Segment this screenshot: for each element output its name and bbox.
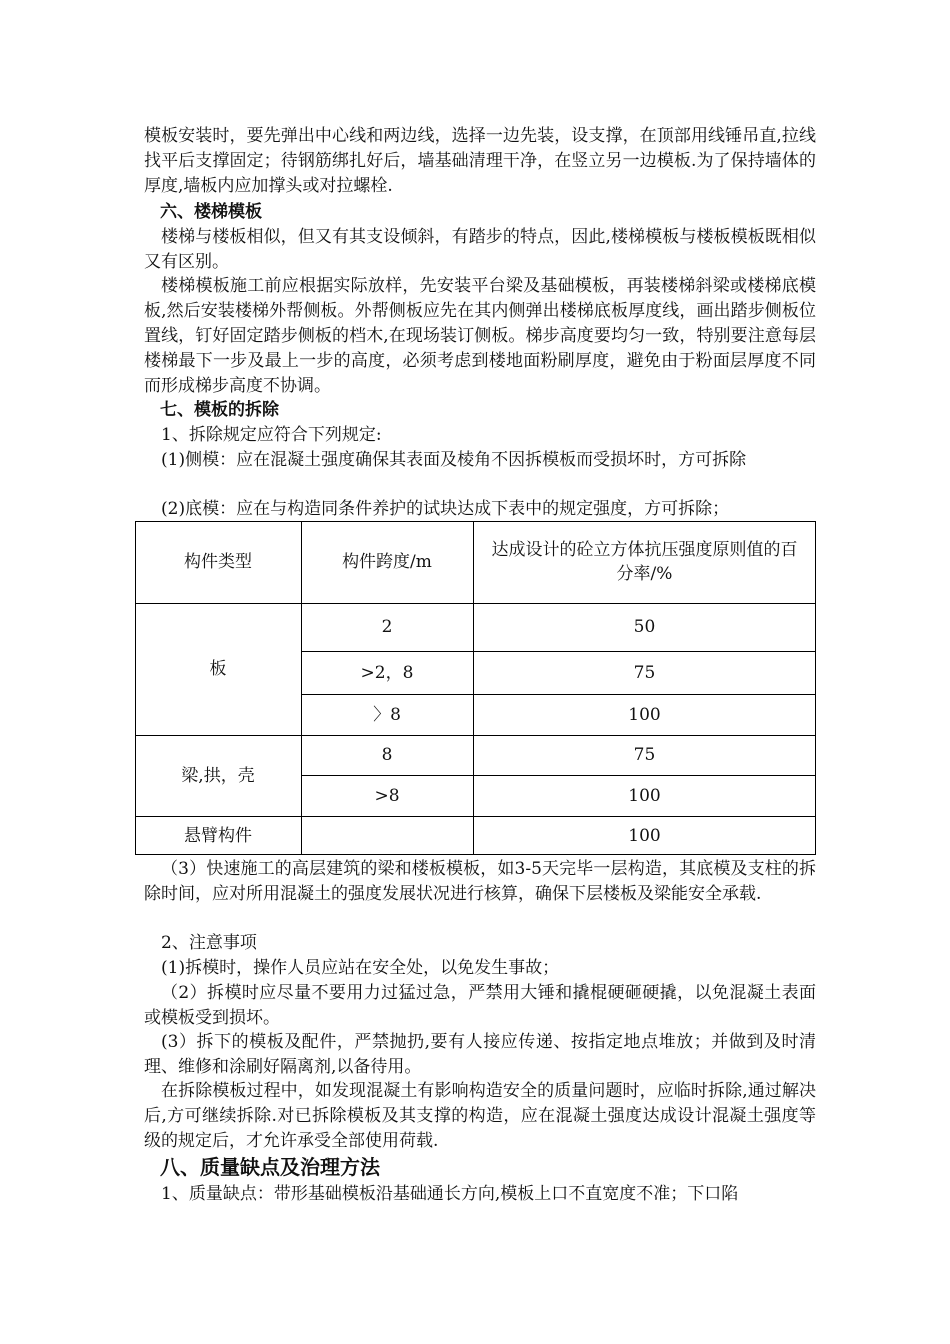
paragraph-bottom-formwork: (2)底模：应在与构造同条件养护的试块达成下表中的规定强度，方可拆除；: [161, 499, 730, 519]
paragraph-precaution-3: (3）拆下的模板及配件，严禁抛扔,要有人接应传递、按指定地点堆放；并做到及时清理、维修和涂刷好隔离剂,以备待用。: [144, 1032, 816, 1077]
paragraph-precaution-2: （2）拆模时应尽量不要用力过猛过急，严禁用大锤和撬棍硬砸硬撬，以免混凝土表面或模板受到损坏。: [144, 983, 816, 1028]
table-cell-percent: 100: [628, 704, 661, 725]
paragraph-precaution-1: (1)拆模时，操作人员应站在安全处，以免发生事故；: [161, 958, 560, 978]
paragraph-precautions-title: 2、注意事项: [161, 933, 257, 953]
table-cell-percent: 75: [633, 662, 656, 683]
table-header-type: 构件类型: [184, 552, 252, 572]
table-cell-type-cantilever: 悬臂构件: [184, 825, 252, 846]
table-header-span: 构件跨度/m: [342, 552, 432, 572]
heading-quality-defects: 八、质量缺点及治理方法: [160, 1155, 380, 1179]
table-cell-span: 2: [381, 617, 393, 637]
table-cell-percent: 100: [628, 785, 661, 806]
table-cell-span: >8: [374, 785, 400, 806]
paragraph-quality-defect-1: 1、质量缺点：带形基础模板沿基础通长方向,模板上口不直宽度不准；下口陷: [161, 1184, 739, 1204]
paragraph-side-formwork: (1)侧模：应在混凝土强度确保其表面及棱角不因拆模板而受损坏时，方可拆除: [161, 450, 747, 470]
removal-strength-table: [135, 521, 816, 855]
table-cell-percent: 75: [633, 745, 656, 765]
table-cell-span: >2，8: [360, 662, 414, 683]
paragraph-high-rise-removal: （3）快速施工的高层建筑的梁和楼板模板，如3-5天完毕一层构造，其底模及支柱的拆除时间，应对所用混凝土的强度发展状况进行核算，确保下层楼板及梁能安全承载.: [144, 859, 816, 904]
table-cell-type-beam: 梁,拱，壳: [181, 765, 255, 786]
table-cell-type-slab: 板: [209, 659, 227, 679]
heading-formwork-removal: 七、模板的拆除: [160, 400, 279, 420]
table-header-strength: 达成设计的砼立方体抗压强度原则值的百分率/%: [491, 540, 798, 584]
heading-stair-formwork: 六、楼梯模板: [160, 202, 262, 222]
table-cell-span: [301, 816, 473, 855]
paragraph-quality-issue-removal: 在拆除模板过程中，如发现混凝土有影响构造安全的质量问题时，应临时拆除,通过解决后,方可继续拆除.对已拆除模板及其支撑的构造，应在混凝土强度达成设计混凝土强度等级的规定后，才允许承受全部使用荷载.: [144, 1081, 816, 1151]
table-cell-percent: 50: [633, 617, 656, 637]
table-cell-percent: 100: [628, 825, 661, 846]
paragraph-stair-construction: 楼梯模板施工前应根据实际放样，先安装平台梁及基础模板，再装楼梯斜梁或楼梯底模板,然后安装楼梯外帮侧板。外帮侧板应先在其内侧弹出楼梯底板厚度线，画出踏步侧板位置线，钉好固定踏步侧板的档木,在现场装订侧板。梯步高度要均匀一致，特别要注意每层楼梯最下一步及最上一步的高度，必须考虑到楼地面粉刷厚度，避免由于粉面层厚度不同而形成梯步高度不协调。: [144, 276, 816, 396]
table-cell-span: 8: [381, 745, 393, 765]
paragraph-wall-formwork: 模板安装时，要先弹出中心线和两边线，选择一边先装，设支撑，在顶部用线锤吊直,拉线找平后支撑固定；待钢筋绑扎好后，墙基础清理干净，在竖立另一边模板.为了保持墙体的厚度,墙板内应加撑头或对拉螺栓.: [144, 126, 816, 196]
paragraph-removal-rules: 1、拆除规定应符合下列规定:: [161, 425, 382, 445]
table-cell-span: 〉8: [373, 704, 401, 725]
paragraph-stair-intro: 楼梯与楼板相似，但又有其支设倾斜，有踏步的特点，因此,楼梯模板与楼板模板既相似又有区别。: [144, 227, 816, 272]
